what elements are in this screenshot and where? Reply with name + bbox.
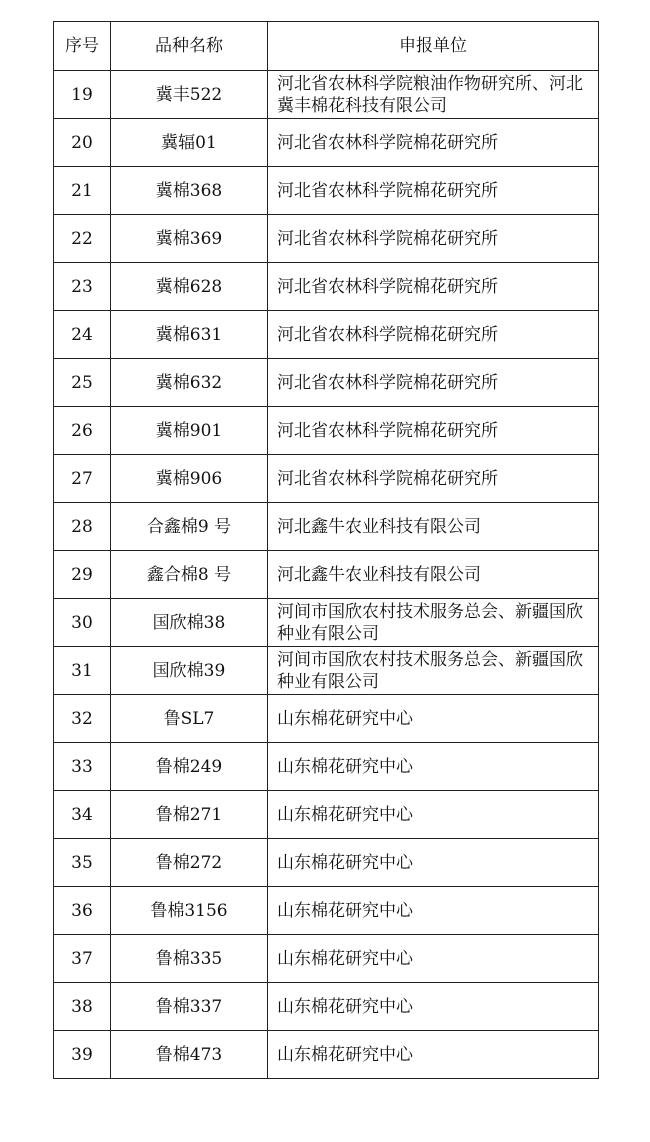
table-row (54, 263, 599, 311)
table-row (54, 119, 599, 167)
table-row (54, 407, 599, 455)
header-serial-number: 序号 (54, 22, 111, 71)
variety-name-cell: 冀棉906 (111, 455, 268, 503)
variety-name-cell: 冀辐01 (111, 119, 268, 167)
variety-name-cell: 鲁棉272 (111, 839, 268, 887)
serial-number-cell: 30 (54, 599, 111, 647)
table-row (54, 215, 599, 263)
variety-name-cell: 冀棉632 (111, 359, 268, 407)
table-row (54, 71, 599, 119)
applicant-unit-cell: 山东棉花研究中心 (268, 839, 599, 887)
serial-number-cell: 21 (54, 167, 111, 215)
variety-name-cell: 冀棉631 (111, 311, 268, 359)
serial-number-cell: 27 (54, 455, 111, 503)
variety-name-cell: 冀棉628 (111, 263, 268, 311)
table-row (54, 935, 599, 983)
serial-number-cell: 20 (54, 119, 111, 167)
variety-name-cell: 鲁棉271 (111, 791, 268, 839)
table-row (54, 791, 599, 839)
header-row (54, 22, 599, 71)
serial-number-cell: 38 (54, 983, 111, 1031)
table-row (54, 551, 599, 599)
serial-number-cell: 33 (54, 743, 111, 791)
serial-number-cell: 34 (54, 791, 111, 839)
variety-name-cell: 鲁棉335 (111, 935, 268, 983)
serial-number-cell: 25 (54, 359, 111, 407)
table-row (54, 647, 599, 695)
applicant-unit-cell: 河北省农林科学院棉花研究所 (268, 407, 599, 455)
variety-name-cell: 鲁棉337 (111, 983, 268, 1031)
variety-table (53, 21, 599, 1079)
applicant-unit-cell: 河北省农林科学院粮油作物研究所、河北冀丰棉花科技有限公司 (268, 71, 599, 119)
header-applicant-unit: 申报单位 (268, 22, 599, 71)
variety-name-cell: 国欣棉39 (111, 647, 268, 695)
applicant-unit-cell: 山东棉花研究中心 (268, 935, 599, 983)
table-row (54, 1031, 599, 1079)
applicant-unit-cell: 河北省农林科学院棉花研究所 (268, 311, 599, 359)
table-row (54, 839, 599, 887)
table-row (54, 167, 599, 215)
serial-number-cell: 26 (54, 407, 111, 455)
applicant-unit-cell: 山东棉花研究中心 (268, 1031, 599, 1079)
table-row (54, 743, 599, 791)
table-row (54, 359, 599, 407)
applicant-unit-cell: 河北鑫牛农业科技有限公司 (268, 503, 599, 551)
variety-name-cell: 鲁SL7 (111, 695, 268, 743)
table-row (54, 311, 599, 359)
serial-number-cell: 24 (54, 311, 111, 359)
applicant-unit-cell: 山东棉花研究中心 (268, 695, 599, 743)
applicant-unit-cell: 山东棉花研究中心 (268, 791, 599, 839)
applicant-unit-cell: 河北省农林科学院棉花研究所 (268, 263, 599, 311)
variety-name-cell: 冀棉901 (111, 407, 268, 455)
applicant-unit-cell: 河北省农林科学院棉花研究所 (268, 215, 599, 263)
variety-name-cell: 合鑫棉9 号 (111, 503, 268, 551)
table-row (54, 695, 599, 743)
variety-name-cell: 冀丰522 (111, 71, 268, 119)
variety-name-cell: 冀棉368 (111, 167, 268, 215)
applicant-unit-cell: 河北鑫牛农业科技有限公司 (268, 551, 599, 599)
applicant-unit-cell: 山东棉花研究中心 (268, 983, 599, 1031)
serial-number-cell: 19 (54, 71, 111, 119)
table-row (54, 503, 599, 551)
serial-number-cell: 28 (54, 503, 111, 551)
applicant-unit-cell: 河北省农林科学院棉花研究所 (268, 167, 599, 215)
serial-number-cell: 37 (54, 935, 111, 983)
serial-number-cell: 39 (54, 1031, 111, 1079)
applicant-unit-cell: 河北省农林科学院棉花研究所 (268, 119, 599, 167)
applicant-unit-cell: 山东棉花研究中心 (268, 743, 599, 791)
applicant-unit-cell: 河北省农林科学院棉花研究所 (268, 359, 599, 407)
serial-number-cell: 29 (54, 551, 111, 599)
applicant-unit-cell: 河间市国欣农村技术服务总会、新疆国欣种业有限公司 (268, 647, 599, 695)
table-row (54, 983, 599, 1031)
table-row (54, 887, 599, 935)
table-body (54, 71, 599, 1079)
variety-name-cell: 鲁棉249 (111, 743, 268, 791)
variety-name-cell: 鲁棉3156 (111, 887, 268, 935)
serial-number-cell: 31 (54, 647, 111, 695)
variety-name-cell: 鑫合棉8 号 (111, 551, 268, 599)
applicant-unit-cell: 山东棉花研究中心 (268, 887, 599, 935)
serial-number-cell: 23 (54, 263, 111, 311)
variety-name-cell: 国欣棉38 (111, 599, 268, 647)
variety-name-cell: 冀棉369 (111, 215, 268, 263)
applicant-unit-cell: 河北省农林科学院棉花研究所 (268, 455, 599, 503)
serial-number-cell: 32 (54, 695, 111, 743)
serial-number-cell: 36 (54, 887, 111, 935)
header-variety-name: 品种名称 (111, 22, 268, 71)
table-header (54, 22, 599, 71)
serial-number-cell: 35 (54, 839, 111, 887)
variety-name-cell: 鲁棉473 (111, 1031, 268, 1079)
table-row (54, 599, 599, 647)
applicant-unit-cell: 河间市国欣农村技术服务总会、新疆国欣种业有限公司 (268, 599, 599, 647)
serial-number-cell: 22 (54, 215, 111, 263)
table-row (54, 455, 599, 503)
